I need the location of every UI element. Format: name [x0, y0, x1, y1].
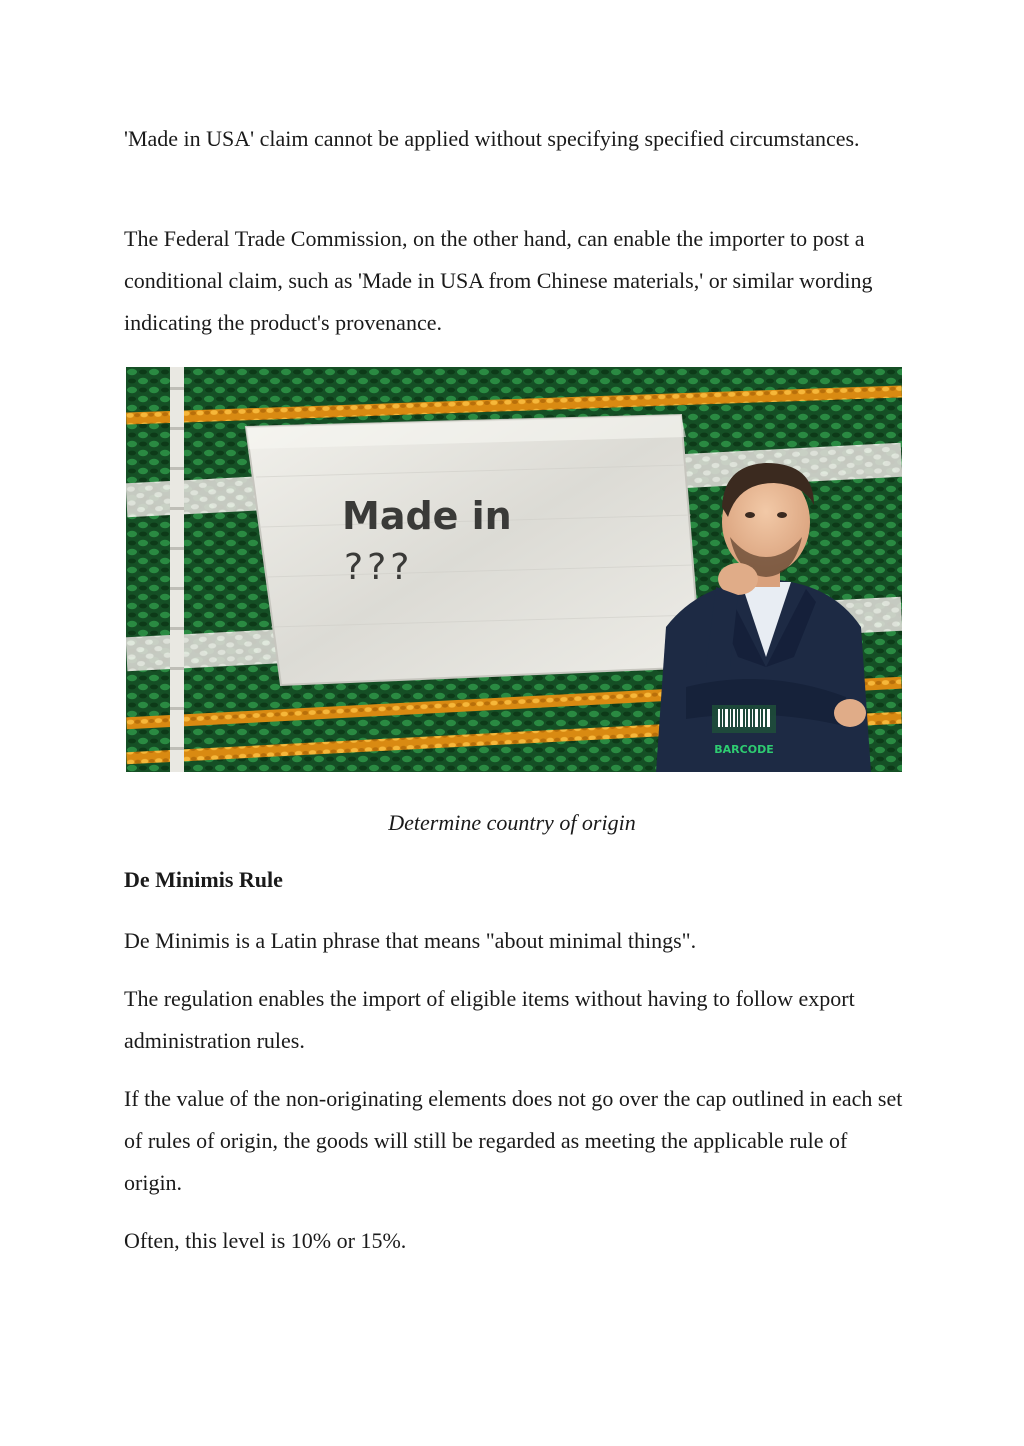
figure-caption: Determine country of origin — [388, 810, 636, 835]
section-heading: De Minimis Rule — [124, 867, 283, 892]
paragraph: The regulation enables the import of eligible items without having to follow export administration rules. — [124, 986, 855, 1053]
paragraph: De Minimis is a Latin phrase that means "about minimal things". — [124, 928, 697, 953]
country-of-origin-image — [126, 367, 902, 772]
paragraph: If the value of the non-originating elements does not go over the cap outlined in each set of rules of origin, the goods will still be regarded as meeting the applicable rule of origin. — [124, 1086, 903, 1195]
label-text-question-marks: ??? — [344, 547, 414, 588]
paragraph: 'Made in USA' claim cannot be applied without specifying specified circumstances. — [124, 126, 860, 151]
barcode-logo-text: BARCODE — [714, 743, 774, 756]
label-text-made-in: Made in — [342, 494, 512, 538]
barcode-logo — [712, 705, 776, 756]
paragraph: Often, this level is 10% or 15%. — [124, 1228, 407, 1253]
paragraph: The Federal Trade Commission, on the other hand, can enable the importer to post a conditional claim, such as 'Made in USA from Chinese materials,' or similar wording indicating the product's provenance. — [124, 226, 873, 335]
